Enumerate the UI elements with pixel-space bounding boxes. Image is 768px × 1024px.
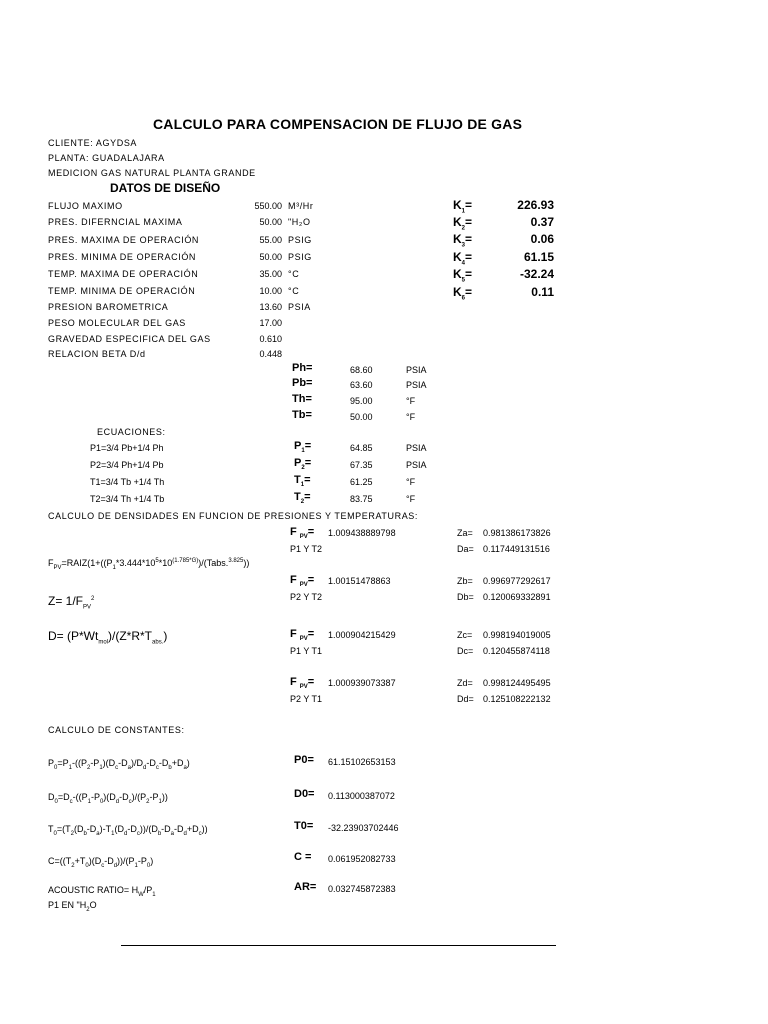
design-unit: PSIG [288, 235, 312, 245]
design-value: 10.00 [259, 286, 282, 296]
pt-value: 95.00 [350, 396, 373, 406]
design-value: 50.00 [259, 217, 282, 227]
pt-value: 63.60 [350, 380, 373, 390]
fpv-formula: $F_{PV}=RAIZ(1+((P_1*3.444*10^5*10^{(1.785*G)})/(Tabs.^{3.825}))$ [48, 558, 250, 571]
equations-heading: ECUACIONES: [97, 427, 166, 437]
pt-label: Tb= [292, 409, 312, 421]
pt-label: Th= [292, 393, 312, 405]
plant-line: PLANTA: GUADALAJARA [48, 153, 165, 163]
d-label: Dd= [457, 694, 474, 704]
z-value: 0.998124495495 [483, 678, 551, 688]
d-label: Db= [457, 592, 474, 602]
pt-unit: °F [406, 412, 416, 422]
design-unit: "H₂O [288, 217, 311, 227]
d-value: 0.117449131516 [483, 544, 550, 554]
d-label: Da= [457, 544, 474, 554]
page-title: CALCULO PARA COMPENSACION DE FLUJO DE GAS [153, 116, 523, 132]
design-label: PRES. MINIMA DE OPERACIÓN [48, 252, 197, 262]
design-label: TEMP. MINIMA DE OPERACIÓN [48, 286, 196, 296]
fpv-value: 1.009438889798 [328, 528, 396, 538]
pt-condition: P1 Y T2 [290, 544, 323, 554]
design-label: TEMP. MAXIMA DE OPERACIÓN [48, 269, 199, 279]
z-value: 0.998194019005 [483, 630, 551, 640]
equation-value: 67.35 [350, 460, 373, 470]
p0-formula: $P_0=P_1-((P_2-P_1)(D_c-D_a)/D_d-D_c-D_b+D_a)$ [48, 758, 190, 771]
pt-label: Ph= [292, 362, 313, 374]
design-label: PRESION BAROMETRICA [48, 302, 169, 312]
z-formula: $Z= 1/F_{PV}^2$ [48, 594, 95, 611]
k-value: 0.37 [530, 215, 554, 229]
design-value: 13.60 [259, 302, 282, 312]
equation-unit: PSIA [406, 460, 427, 470]
fpv-label: F $_{PV}$= [290, 676, 315, 691]
constant-value: 0.113000387072 [328, 791, 395, 801]
constants-heading: CALCULO DE CONSTANTES: [48, 725, 185, 735]
acoustic-ratio-formula: ACOUSTIC RATIO= $H_W/P_1$ [48, 885, 156, 898]
fpv-value: 1.000904215429 [328, 630, 396, 640]
measurement-line: MEDICION GAS NATURAL PLANTA GRANDE [48, 168, 256, 178]
design-value: 55.00 [259, 235, 282, 245]
pt-unit: PSIA [406, 365, 427, 375]
t0-formula: $T_0=(T_2(D_b-D_a)-T_1(D_d-D_c))/(D_b-D_a-D_d+D_c)$) [48, 824, 208, 837]
k-value: 0.11 [531, 285, 554, 299]
design-data-heading: DATOS DE DISEÑO [110, 181, 221, 195]
design-label: PESO MOLECULAR DEL GAS [48, 318, 186, 328]
fpv-value: 1.000939073387 [328, 678, 396, 688]
pt-value: 50.00 [350, 412, 373, 422]
equation-symbol: $P_2=$ [294, 457, 312, 472]
equation-unit: PSIA [406, 443, 427, 453]
k-value: 61.15 [523, 250, 554, 264]
design-unit: °C [288, 286, 300, 296]
design-value: 35.00 [259, 269, 282, 279]
design-label: PRES. MAXIMA DE OPERACIÓN [48, 235, 200, 245]
k-label: $K_4=$ [453, 250, 473, 267]
c-formula: $C=((T_2+T_0)(D_c-D_d))/(P_1-P_0)$ [48, 856, 154, 869]
d0-formula: $D_0=D_c-((P_1-P_0)(D_d-D_c)/(P_2-P_1))$ [48, 792, 168, 805]
fpv-label: F $_{PV}$= [290, 574, 315, 589]
k-label: $K_5=$ [453, 267, 473, 284]
k-label: $K_6=$ [453, 285, 473, 302]
z-value: 0.996977292617 [483, 576, 551, 586]
pt-unit: °F [406, 396, 416, 406]
design-label: GRAVEDAD ESPECIFICA DEL GAS [48, 334, 211, 344]
z-label: Zb= [457, 576, 473, 586]
constant-label: P0= [294, 754, 314, 766]
design-value: 0.448 [259, 349, 282, 359]
constant-value: 0.032745872383 [328, 884, 396, 894]
constant-label: T0= [294, 820, 314, 832]
design-unit: PSIA [288, 302, 311, 312]
density-heading: CALCULO DE DENSIDADES EN FUNCION DE PRESIONES Y TEMPERATURAS: [48, 511, 419, 521]
constant-value: -32.23903702446 [328, 823, 399, 833]
k-value: -32.24 [519, 267, 554, 281]
equation-symbol: $P_1=$ [294, 440, 312, 455]
equation-text: P1=3/4 Pb+1/4 Ph [90, 443, 164, 453]
p1-unit-note: P1 EN "$H_2O$ [48, 900, 97, 913]
fpv-value: 1.00151478863 [328, 576, 391, 586]
d-value: 0.120455874118 [483, 646, 550, 656]
k-value: 226.93 [517, 198, 554, 212]
d-value: 0.125108222132 [483, 694, 551, 704]
design-value: 17.00 [259, 318, 282, 328]
k-label: $K_1=$ [453, 198, 473, 215]
equation-symbol: $T_2=$ [294, 491, 311, 506]
d-label: Dc= [457, 646, 474, 656]
equation-symbol: $T_1=$ [294, 474, 311, 489]
design-label: RELACION BETA D/d [48, 349, 146, 359]
constant-label: C = [294, 851, 312, 863]
client-line: CLIENTE: AGYDSA [48, 138, 138, 148]
fpv-label: F $_{PV}$= [290, 526, 315, 541]
equation-text: T1=3/4 Tb +1/4 Th [90, 477, 165, 487]
equation-text: P2=3/4 Ph+1/4 Pb [90, 460, 164, 470]
z-label: Za= [457, 528, 473, 538]
pt-condition: P1 Y T1 [290, 646, 323, 656]
design-unit: PSIG [288, 252, 312, 262]
constant-value: 61.15102653153 [328, 757, 396, 767]
pt-label: Pb= [292, 377, 313, 389]
equation-text: T2=3/4 Th +1/4 Tb [90, 494, 165, 504]
design-label: FLUJO MAXIMO [48, 201, 123, 211]
design-value: 50.00 [259, 252, 282, 262]
k-label: $K_3=$ [453, 232, 473, 249]
constant-label: AR= [294, 881, 317, 893]
equation-value: 64.85 [350, 443, 373, 453]
k-label: $K_2=$ [453, 215, 473, 232]
design-label: PRES. DIFERNCIAL MAXIMA [48, 217, 183, 227]
z-label: Zd= [457, 678, 473, 688]
design-unit: M³/Hr [288, 201, 314, 211]
equation-unit: °F [406, 477, 416, 487]
fpv-label: F $_{PV}$= [290, 628, 315, 643]
z-label: Zc= [457, 630, 473, 640]
constant-label: D0= [294, 788, 315, 800]
pt-condition: P2 Y T1 [290, 694, 323, 704]
pt-unit: PSIA [406, 380, 427, 390]
pt-condition: P2 Y T2 [290, 592, 323, 602]
d-value: 0.120069332891 [483, 592, 551, 602]
equation-unit: °F [406, 494, 416, 504]
design-unit: °C [288, 269, 300, 279]
bottom-rule [121, 945, 556, 946]
equation-value: 61.25 [350, 477, 373, 487]
constant-value: 0.061952082733 [328, 854, 396, 864]
equation-value: 83.75 [350, 494, 373, 504]
design-value: 0.610 [259, 334, 282, 344]
z-value: 0.981386173826 [483, 528, 551, 538]
design-value: 550.00 [254, 201, 282, 211]
d-formula: $D= (P*Wt_{mol})/(Z*R*T_{abs.})$ [48, 629, 168, 646]
pt-value: 68.60 [350, 365, 373, 375]
k-value: 0.06 [530, 232, 554, 246]
